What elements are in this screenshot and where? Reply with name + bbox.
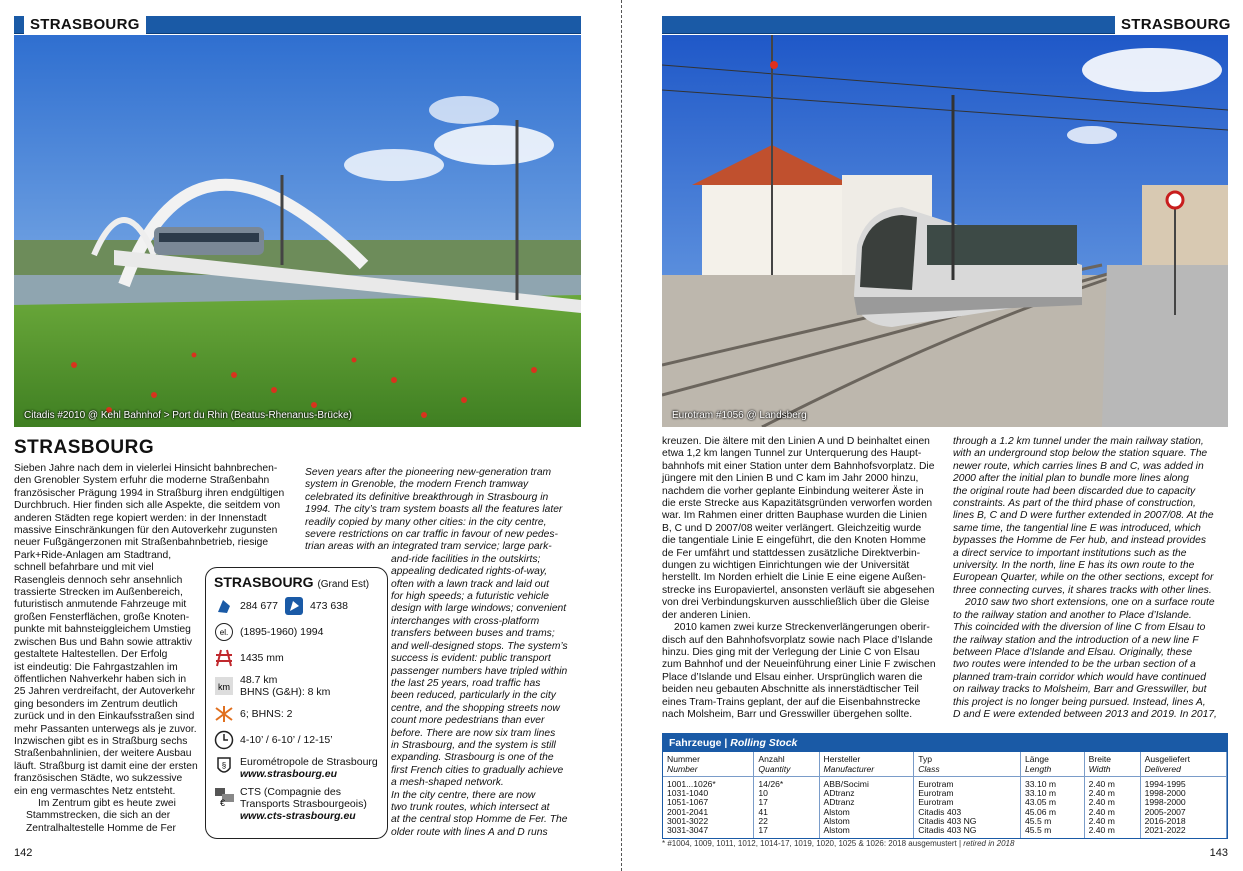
text-line: disch auf den Bahnhofsvorplatz sowie nach Place d’Islande <box>662 634 933 646</box>
text-line: 2010 saw two short extensions, one on a surface route <box>965 597 1215 609</box>
rolling-stock-title-en: Rolling Stock <box>730 737 798 749</box>
right-page <box>622 0 1243 871</box>
clock-icon <box>214 730 234 750</box>
text-line: celebrated its definitive breakthrough in Strasbourg in <box>305 491 549 503</box>
table-cell: Eurotram <box>914 789 1021 798</box>
text-line: bypasses the Homme de Fer hub, and instead provides <box>953 535 1206 547</box>
length-icon <box>214 676 234 696</box>
english-column-right <box>953 436 1228 721</box>
german-column-right <box>662 436 940 721</box>
text-line: a direct service to important institutions such as the <box>953 547 1187 559</box>
text-line: Place d’Islande und Elsau einher. Ursprünglich waren die <box>662 671 923 683</box>
text-line: centre, and the shopping streets now <box>391 702 560 714</box>
page-number-right: 143 <box>1209 847 1228 859</box>
text-line: trian areas with an integrated tram service; large park- <box>305 541 552 553</box>
text-line: Rasengleis dennoch sehr ansehnlich <box>14 574 183 586</box>
text-line: neuer Fußgängerzonen mit Straßenbahnbetrieb, riesige <box>14 537 269 549</box>
header-en: Width <box>1088 764 1111 774</box>
text-line: for high speeds; a futuristic vehicle <box>391 591 549 603</box>
text-line: readily copied by many other cities: in the city centre, <box>305 516 547 528</box>
text-line: In the city centre, there are now <box>391 789 536 801</box>
text-line: beiden neu gebauten Abschnitte als innerstädtischer Teil <box>662 684 919 696</box>
text-line: passenger numbers have tripled within <box>391 665 568 677</box>
text-line: been reduced, particularly in the city <box>391 690 556 702</box>
table-cell: 3031-3047 <box>663 826 754 838</box>
text-line: futuristisch anmutende Fahrzeuge mit <box>14 599 187 611</box>
text-line: transfers between buses and trams; <box>391 628 555 640</box>
infobox-operator: CTS (Compagnie des Transports Strasbourgeois) <box>240 786 367 810</box>
table-cell: Alstom <box>819 826 914 838</box>
text-line: anderen Städten rege kopiert werden: in der Innenstadt <box>14 512 267 524</box>
text-line: between Place d’Islande and Elsau. Originally, these <box>953 646 1193 658</box>
text-line: trassierte Strecken im Außenbereich, <box>14 587 183 599</box>
table-cell: 10 <box>754 789 819 798</box>
length-icon-label: km <box>218 682 230 692</box>
table-cell: 2.40 m <box>1084 789 1140 798</box>
table-cell: Alstom <box>819 817 914 826</box>
header-en: Number <box>667 764 698 774</box>
text-line: Straßenbahnlinien, der weitere Ausbau <box>14 748 192 760</box>
text-line: Zentralhaltestelle Homme de Fer <box>26 822 176 834</box>
infobox-gauge: 1435 mm <box>240 652 284 664</box>
text-line: the original route had been discarded due to capacity <box>953 485 1196 497</box>
text-line: französischen Städte, wo sukzessive <box>14 773 183 785</box>
table-cell: 2.40 m <box>1084 777 1140 790</box>
infobox-history: (1895-1960) 1994 <box>240 626 324 638</box>
table-cell: 3001-3022 <box>663 817 754 826</box>
population-city: 284 677 <box>240 600 278 612</box>
header-de: Länge <box>1025 754 1049 764</box>
rolling-stock-title <box>663 734 1227 752</box>
infobox-length-bhns: BHNS (G&H): 8 km <box>240 686 331 698</box>
text-line: count more pedestrians than ever <box>391 715 545 727</box>
photo-bridge <box>14 35 581 427</box>
text-line: to the railway station and another to Place d’Islande. <box>953 609 1192 621</box>
text-line: massive Einschränkungen für den Autoverkehr zugunsten <box>14 525 278 537</box>
table-cell: 33.10 m <box>1021 789 1085 798</box>
text-line: herstellt. Im Norden erhielt die Linie E eine eigene Außen- <box>662 572 926 584</box>
tram-photo-illustration <box>662 35 1228 427</box>
authority-icon-symbol: § <box>221 761 227 770</box>
text-line: in Strasbourg, and the system is still <box>391 739 556 751</box>
table-footnote <box>662 839 1014 848</box>
text-line: appealing dedicated rights-of-way, <box>391 566 548 578</box>
text-line: die erste Strecke aus Kapazitätsgründen verworfen worden <box>662 498 933 510</box>
text-line: de Fer umfährt und stattdessen zusätzliche Direktverbin- <box>662 547 921 559</box>
table-row <box>663 826 1227 838</box>
electric-history-icon <box>214 622 234 642</box>
text-line: interchanges with cross-platform <box>391 615 540 627</box>
table-cell: 45.5 m <box>1021 826 1085 838</box>
header-en: Manufacturer <box>823 764 875 774</box>
text-line: at the central stop Homme de Fer. The <box>391 814 568 826</box>
text-line: B, C und D 2007/08 weiter verlängert. Gleichzeitig wurde <box>662 522 922 534</box>
table-header <box>819 752 914 777</box>
bridge-photo-illustration <box>14 35 581 427</box>
article-title: STRASBOURG <box>14 437 155 458</box>
text-line: newer route, which carries lines B and C, was added in <box>953 460 1204 472</box>
text-line: hinzu. Dies ging mit der Verlegung der Linie C von Elsau <box>662 646 920 658</box>
table-cell: 17 <box>754 798 819 807</box>
text-line: schnell befahrbare und mit viel <box>14 562 154 574</box>
text-line: ein eng vermaschtes Netz entsteht. <box>14 785 176 797</box>
text-line: first French cities to gradually achieve <box>391 764 564 776</box>
text-line: university. In the north, line E has its own route to the <box>953 560 1195 572</box>
authority-icon <box>214 756 234 776</box>
rolling-stock-title-de: Fahrzeuge <box>669 737 722 749</box>
left-page <box>0 0 621 871</box>
header-label: STRASBOURG <box>1115 14 1237 36</box>
text-line: der anderen Linien. <box>662 609 751 621</box>
header-en: Delivered <box>1144 764 1181 774</box>
text-line: before. There are now six tram lines <box>391 727 556 739</box>
text-line: This coincided with the diversion of line C from Elsau to <box>953 622 1206 634</box>
text-line: ist eindeutig: Die Fahrgastzahlen im <box>14 661 178 673</box>
text-line: nachdem die vorher geplante Einbindung weiterer Äste in <box>662 485 924 497</box>
table-cell: ABB/Socimi <box>819 777 914 790</box>
text-line: von drei Verbindungskurven ausschließlich über die Gleise <box>662 597 930 609</box>
text-line: and well-designed stops. The system’s <box>391 640 568 652</box>
text-line: planned tram-train corridor which would have continued <box>953 671 1206 683</box>
table-cell: 1051-1067 <box>663 798 754 807</box>
text-line: zum Bahnhof und der Neueinführung einer Linie F zwischen <box>662 659 936 671</box>
table-cell: 2016-2018 <box>1140 817 1226 826</box>
infobox-title <box>214 574 379 590</box>
header-en: Class <box>918 764 940 774</box>
table-cell: 45.5 m <box>1021 817 1085 826</box>
table-cell: 14/26* <box>754 777 819 790</box>
infobox-operator-group <box>240 786 379 822</box>
header-de: Hersteller <box>823 754 861 764</box>
infobox-headway: 4-10’ / 6-10’ / 12-15’ <box>240 734 333 746</box>
table-cell: 33.10 m <box>1021 777 1085 790</box>
text-line: the railway station and the introduction of a new line F <box>953 634 1199 646</box>
table-cell: 2.40 m <box>1084 798 1140 807</box>
table-header <box>1084 752 1140 777</box>
table-cell: 2005-2007 <box>1140 808 1226 817</box>
text-line: success is evident: public transport <box>391 653 551 665</box>
footnote-en: retired in 2018 <box>963 839 1015 848</box>
text-line: 2000 after the initial plan to bundle more lines along <box>953 473 1189 485</box>
photo-caption: Citadis #2010 @ Kehl Bahnhof > Port du Rhin (Beatus-Rhenanus-Brücke) <box>24 410 352 421</box>
text-line: zurück und in den Einkaufsstraßen sind <box>14 711 195 723</box>
text-line: 1994. The city’s tram system boasts all the features later <box>305 504 563 516</box>
network-icon <box>214 704 234 724</box>
rolling-stock-title-sep: | <box>721 737 731 749</box>
infobox-length-group <box>240 674 330 698</box>
text-line: jüngere mit den Linien B und C kam im Jahr 2000 hinzu, <box>662 473 919 485</box>
text-line: lines B, C and D were further extended in 2007/08. At the <box>953 510 1214 522</box>
gauge-icon <box>214 648 234 668</box>
table-cell: 2.40 m <box>1084 817 1140 826</box>
header-de: Anzahl <box>758 754 785 764</box>
text-line: großen Fensterflächen, große Knoten- <box>14 611 190 623</box>
text-line: öffentlichen Nahverkehr haben sich in <box>14 673 187 685</box>
table-cell: 2.40 m <box>1084 826 1140 838</box>
rolling-stock-table <box>662 733 1228 839</box>
text-line: and-ride facilities in the outskirts; <box>391 553 541 565</box>
table-cell: 22 <box>754 817 819 826</box>
text-line: Inzwischen gibt es in Straßburg sechs <box>14 735 188 747</box>
text-line: European Quarter, while on the other sections, except for <box>953 572 1214 584</box>
table-cell: 43.05 m <box>1021 798 1085 807</box>
infobox-lines: 6; BHNS: 2 <box>240 708 293 720</box>
text-line: ging besonders im Zentrum deutlich <box>14 698 178 710</box>
table-cell: 1998-2000 <box>1140 789 1226 798</box>
text-line: constraints. As part of the third phase of construction, <box>953 498 1196 510</box>
infobox-authority-group <box>240 756 378 780</box>
table-cell: ADtranz <box>819 789 914 798</box>
text-line: Park+Ride-Anlagen am Stadtrand, <box>14 549 172 561</box>
table-cell: Citadis 403 NG <box>914 826 1021 838</box>
population-metro: 473 638 <box>309 600 348 612</box>
table-cell: 1031-1040 <box>663 789 754 798</box>
table-header <box>914 752 1021 777</box>
infobox-city: STRASBOURG <box>214 574 314 590</box>
table-cell: ADtranz <box>819 798 914 807</box>
photo-tram <box>662 35 1228 427</box>
table-cell: 2.40 m <box>1084 808 1140 817</box>
table-cell: Eurotram <box>914 798 1021 807</box>
text-line: bahnhofs mit einer Station unter dem Bahnhofsvorplatz. Die <box>662 460 935 472</box>
header-de: Ausgeliefert <box>1144 754 1190 764</box>
infobox-length: 48.7 km <box>240 674 278 686</box>
table-header <box>1021 752 1085 777</box>
table-cell: 45.06 m <box>1021 808 1085 817</box>
text-line: same time, the tangential line E was introduced, which <box>953 522 1201 534</box>
text-line: system in Grenoble, the modern French tramway <box>305 479 529 491</box>
text-line: design with large windows; convenient <box>391 603 567 615</box>
table-cell: 2001-2041 <box>663 808 754 817</box>
text-line: severe restrictions on car traffic in favour of new pedes- <box>305 529 558 541</box>
photo-caption: Eurotram #1056 @ Landsberg <box>672 410 807 421</box>
text-line: strecke ins Europaviertel, ansonsten verläuft sie abgesehen <box>662 584 935 596</box>
operator-icon <box>214 786 234 806</box>
table-cell: 1994-1995 <box>1140 777 1226 790</box>
text-line: on railway tracks to Molsheim, Barr and Gresswiller, but <box>953 684 1207 696</box>
text-line: Stammstrecken, die sich an der <box>26 810 171 822</box>
electric-label: el. <box>219 628 229 637</box>
header-en: Length <box>1025 764 1052 774</box>
population-metro-icon <box>284 596 304 616</box>
text-line: nach Molsheim, Barr und Gresswiller übergehen sollte. <box>662 708 913 720</box>
table-header <box>663 752 754 777</box>
text-line: older route with lines A and D runs <box>391 826 548 838</box>
table-cell: 1998-2000 <box>1140 798 1226 807</box>
text-line: 25 Jahren verdreifacht, der Autoverkehr <box>14 686 195 698</box>
text-line: this project is no longer being pursued. Instead, lines A, <box>953 696 1206 708</box>
population-city-icon <box>214 596 234 616</box>
infobox-operator-url: www.cts-strasbourg.eu <box>240 810 356 822</box>
infobox-authority-url: www.strasbourg.eu <box>240 768 338 780</box>
text-line: D and E were extended between 2013 and 2019. In 2017, <box>953 708 1217 720</box>
text-line: a mesh-shaped network. <box>391 777 504 789</box>
table-cell: 17 <box>754 826 819 838</box>
text-line: through a 1.2 km tunnel under the main railway station, <box>953 436 1204 447</box>
text-line: dungen zu wichtigen Einrichtungen wie der Universität <box>662 560 910 572</box>
infobox-authority: Eurométropole de Strasbourg <box>240 756 378 768</box>
table-cell: Citadis 403 NG <box>914 817 1021 826</box>
table-cell: Eurotram <box>914 777 1021 790</box>
text-line: etwa 1,2 km langen Tunnel zur Unterquerung des Haupt- <box>662 448 922 460</box>
page-number-left: 142 <box>14 847 33 859</box>
table-cell: 2021-2022 <box>1140 826 1226 838</box>
text-line: gestaltete Haltestellen. Der Erfolg <box>14 649 168 661</box>
table-cell: Citadis 403 <box>914 808 1021 817</box>
header-de: Breite <box>1088 754 1112 764</box>
header-de: Typ <box>918 754 933 764</box>
text-line: punkte mit bahnsteiggleichem Umstieg <box>14 624 191 636</box>
infobox-region: (Grand Est) <box>317 579 370 590</box>
text-line: war. Im Rahmen einer dritten Bauphase wurden die Linien <box>662 510 928 522</box>
text-line: expanding. Strasbourg is one of the <box>391 752 554 764</box>
text-line: often with a lawn track and laid out <box>391 578 549 590</box>
text-line: eines Tram-Trains geplant, der auf die Eisenbahnstrecke <box>662 696 921 708</box>
text-line: with an underground stop below the station square. The <box>953 448 1208 460</box>
table-header <box>754 752 819 777</box>
header-label: STRASBOURG <box>24 14 146 36</box>
city-infobox <box>205 567 388 839</box>
table-cell: Alstom <box>819 808 914 817</box>
text-line: Sieben Jahre nach dem in vielerlei Hinsicht bahnbrechen- <box>14 463 278 474</box>
text-line: die tangentiale Linie E eingeführt, die den Knoten Homme <box>662 535 926 547</box>
text-line: mehr Passanten unterwegs als je zuvor. <box>14 723 197 735</box>
table-cell: 1001...1026* <box>663 777 754 790</box>
text-line: two routes were intended to be the urban section of a <box>953 659 1196 671</box>
text-line: Durchbruch. Hier finden sich alle Aspekte, die seitdem von <box>14 500 281 512</box>
text-line: the last 25 years, road traffic has <box>391 677 541 689</box>
header-en: Quantity <box>758 764 791 774</box>
table-cell: 41 <box>754 808 819 817</box>
text-line: zwischen Bus und Bahn sowie attraktiv <box>14 636 192 648</box>
text-line: two trunk routes, which intersect at <box>391 801 550 813</box>
text-line: 2010 kamen zwei kurze Streckenverlängerungen oberir- <box>674 622 930 634</box>
text-line: den Grenobler System erfuhr die moderne Straßenbahn <box>14 475 270 487</box>
text-line: kreuzen. Die ältere mit den Linien A und D beinhaltet einen <box>662 436 930 447</box>
text-line: three connecting curves, it shares tracks with other lines. <box>953 584 1212 596</box>
text-line: Seven years after the pioneering new-generation tram <box>305 467 552 478</box>
table-header <box>1140 752 1226 777</box>
header-de: Nummer <box>667 754 700 764</box>
text-line: Im Zentrum gibt es heute zwei <box>38 797 176 809</box>
text-line: läuft. Straßburg ist damit eine der ersten <box>14 760 198 772</box>
footnote-de: * #1004, 1009, 1011, 1012, 1014-17, 1019, 1020, 1025 & 1026: 2018 ausgemustert | <box>662 839 962 848</box>
text-line: französischer Prägung 1994 in Straßburg ihren endgültigen <box>14 487 285 499</box>
operator-euro: € <box>220 798 226 807</box>
